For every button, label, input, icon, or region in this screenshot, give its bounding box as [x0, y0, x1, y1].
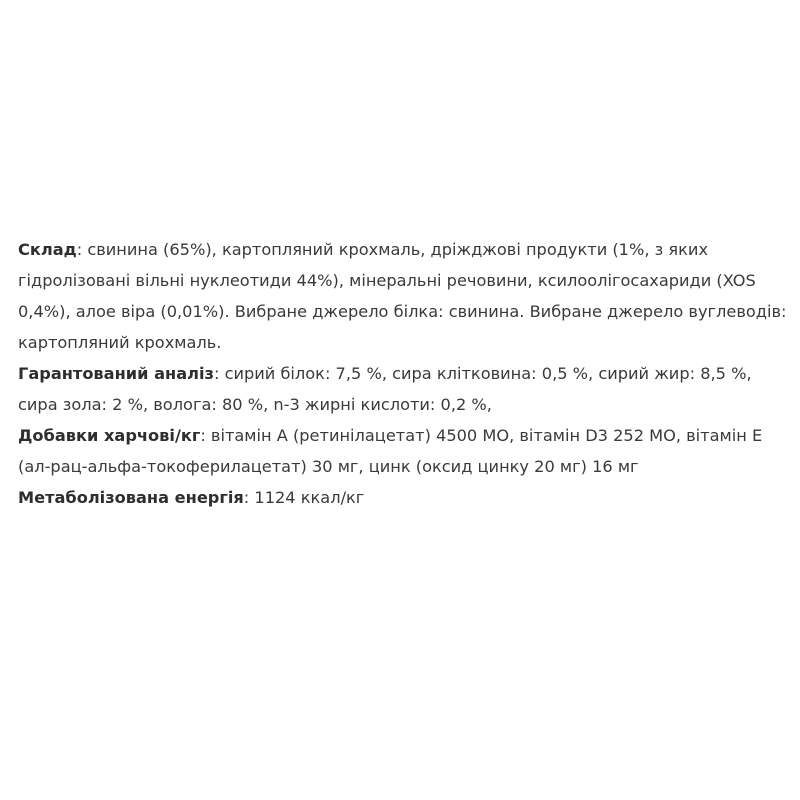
analysis-label: Гарантований аналіз — [18, 364, 214, 383]
energy-label: Метаболізована енергія — [18, 488, 244, 507]
energy-paragraph — [18, 482, 788, 513]
composition-label: Склад — [18, 240, 77, 259]
additives-separator: : — [200, 426, 211, 445]
product-description — [18, 234, 788, 513]
additives-label: Добавки харчові/кг — [18, 426, 201, 445]
additives-text: вітамін A (ретинілацетат) 4500 МО, вітамін D3 252 МО, вітамін E (ал-рац-альфа-токоферилацетат) 30 мг, цинк (оксид цинку 20 мг) 16 мг — [18, 426, 763, 476]
analysis-paragraph — [18, 358, 788, 420]
analysis-text: сирий білок: 7,5 %, сира клітковина: 0,5 %, сирий жир: 8,5 %, сира зола: 2 %, волога: 80 %, n-3 жирні кислоти: 0,2 %, — [18, 364, 752, 414]
energy-separator: : — [243, 488, 255, 507]
additives-paragraph — [18, 420, 788, 482]
energy-text: 1124 ккал/кг — [254, 488, 365, 507]
analysis-separator: : — [213, 364, 225, 383]
composition-paragraph — [18, 234, 788, 358]
composition-text: свинина (65%), картопляний крохмаль, дріжджові продукти (1%, з яких гідролізовані вільні нуклеотиди 44%), мінеральні речовини, ксилоолігосахариди (XOS 0,4%), алое віра (0,01%). Вибране джерело білка: свинина. Вибране джерело вуглеводів: картопляний крохмаль. — [18, 240, 787, 352]
composition-separator: : — [76, 240, 88, 259]
